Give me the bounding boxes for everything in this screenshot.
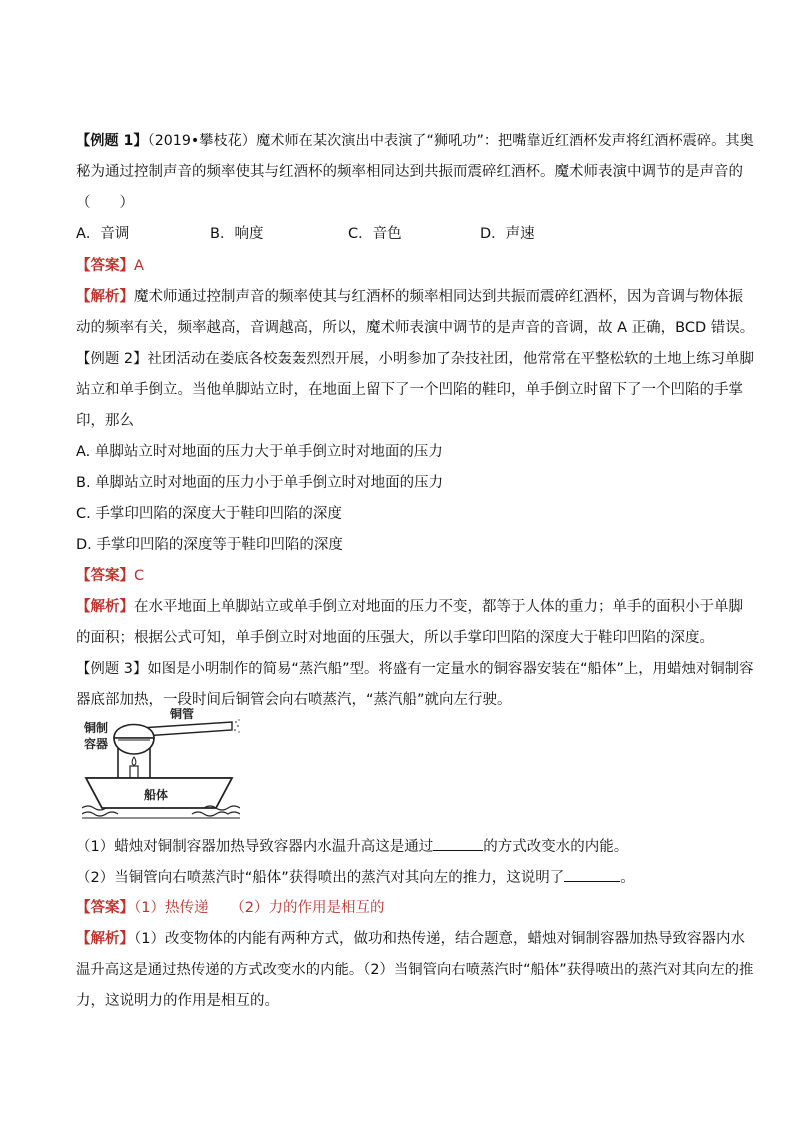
ex2-analysis-text-1: 在水平地面上单脚站立或单手倒立对地面的压力不变，都等于人体的重力；单手的面积小于单脚: [134, 599, 743, 615]
ex2-option-c: C. 手掌印凹陷的深度大于鞋印凹陷的深度: [76, 506, 342, 522]
ex2-option-d: D. 手掌印凹陷的深度等于鞋印凹陷的深度: [76, 537, 343, 553]
ex1-analysis-tag: 【解析】: [76, 289, 134, 305]
ex1-option-d: D．声速: [480, 226, 535, 242]
ex1-line3: （ ）: [76, 195, 134, 211]
ex3-answer-tag: 【答案】: [76, 900, 134, 916]
ex1-option-a: A．音调: [76, 226, 130, 242]
ex1-answer-tag: 【答案】: [76, 258, 134, 274]
candle: [130, 766, 138, 778]
ex3-analysis-2: 温升高这是通过热传递的方式改变水的内能。（2）当铜管向右喷蒸汽时“船体”获得喷出的蒸汽对其向左的推: [76, 962, 754, 978]
ex2-analysis-tag: 【解析】: [76, 599, 134, 615]
ex3-question-2: [76, 867, 635, 888]
ex1-answer-value: A: [134, 258, 144, 274]
ex3-q1-text-b: 的方式改变水的内能。: [483, 839, 629, 855]
ex1-answer: [76, 256, 144, 276]
ex1-line2: 秘为通过控制声音的频率使其与红酒杯的频率相同达到共振而震碎红酒杯。魔术师表演中调节的是声音的: [76, 164, 743, 180]
label-boat: 船体: [144, 788, 169, 802]
label-container-2: 容器: [84, 737, 109, 751]
ex1-option-b: B．响度: [210, 226, 264, 242]
ex2-option-a: A. 单脚站立时对地面的压力大于单手倒立时对地面的压力: [76, 444, 443, 460]
ex3-q1-blank[interactable]: [433, 836, 483, 851]
ex1-line1: [76, 131, 754, 151]
steam-dots: [234, 719, 240, 732]
ex2-option-b: B. 单脚站立时对地面的压力小于单手倒立时对地面的压力: [76, 475, 444, 491]
ex3-answer-value: （1）热传递 （2）力的作用是相互的: [134, 900, 385, 916]
ex3-analysis-3: 力，这说明力的作用是相互的。: [76, 993, 279, 1009]
ex3-answer: [76, 898, 384, 918]
ex2-line2: 站立和单手倒立。当他单脚站立时，在地面上留下了一个凹陷的鞋印，单手倒立时留下了一个凹陷的手掌: [76, 382, 743, 398]
ex3-line1: 【例题 3】如图是小明制作的简易“蒸汽船”型。将盛有一定量水的铜容器安装在“船体”上，用蜡烛对铜制容: [76, 661, 754, 677]
ex1-analysis-1: [76, 287, 743, 307]
ex3-analysis-1: [76, 929, 745, 949]
ex1-text-1: （2019•攀枝花）魔术师在某次演出中表演了“狮吼功”：把嘴靠近红酒杯发声将红酒杯震碎。其奥: [147, 133, 754, 149]
label-container-1: 铜制: [84, 721, 109, 735]
ex2-analysis-1: [76, 597, 743, 617]
copper-container: [114, 725, 154, 739]
ex3-q2-text-a: （2）当铜管向右喷蒸汽时“船体”获得喷出的蒸汽对其向左的推力，这说明了: [76, 870, 565, 886]
ex1-analysis-2: 动的频率有关，频率越高，音调越高，所以，魔术师表演中调节的是声音的音调，故 A 正确，BCD 错误。: [76, 320, 755, 336]
ex3-q1-text-a: （1）蜡烛对铜制容器加热导致容器内水温升高这是通过: [76, 839, 434, 855]
ex2-answer: [76, 566, 144, 586]
ex2-answer-tag: 【答案】: [76, 568, 134, 584]
ex1-analysis-text-1: 魔术师通过控制声音的频率使其与红酒杯的频率相同达到共振而震碎红酒杯，因为音调与物体振: [134, 289, 743, 305]
ex1-option-c: C．音色: [348, 226, 402, 242]
ex3-q2-blank[interactable]: [564, 867, 620, 882]
steam-boat-figure: [82, 708, 240, 820]
ex3-analysis-text-1: （1）改变物体的内能有两种方式，做功和热传递，结合题意，蜡烛对铜制容器加热导致容器内水: [134, 931, 745, 947]
ex2-analysis-2: 的面积；根据公式可知，单手倒立时对地面的压强大，所以手掌印凹陷的深度大于鞋印凹陷的深度。: [76, 630, 714, 646]
ex2-line3: 印，那么: [76, 413, 134, 429]
label-pipe: 铜管: [170, 708, 195, 721]
ex1-heading: 【例题 1】: [76, 133, 148, 149]
ex3-line2: 器底部加热，一段时间后铜管会向右喷蒸汽，“蒸汽船”就向左行驶。: [76, 692, 512, 708]
ex3-question-1: [76, 836, 628, 857]
ex2-answer-value: C: [134, 568, 145, 584]
ex3-analysis-tag: 【解析】: [76, 931, 134, 947]
ex3-q2-text-b: 。: [620, 870, 635, 886]
ex2-line1: 【例题 2】社团活动在娄底各校轰轰烈烈开展，小明参加了杂技社团，他常常在平整松软的土地上练习单脚: [76, 351, 754, 367]
